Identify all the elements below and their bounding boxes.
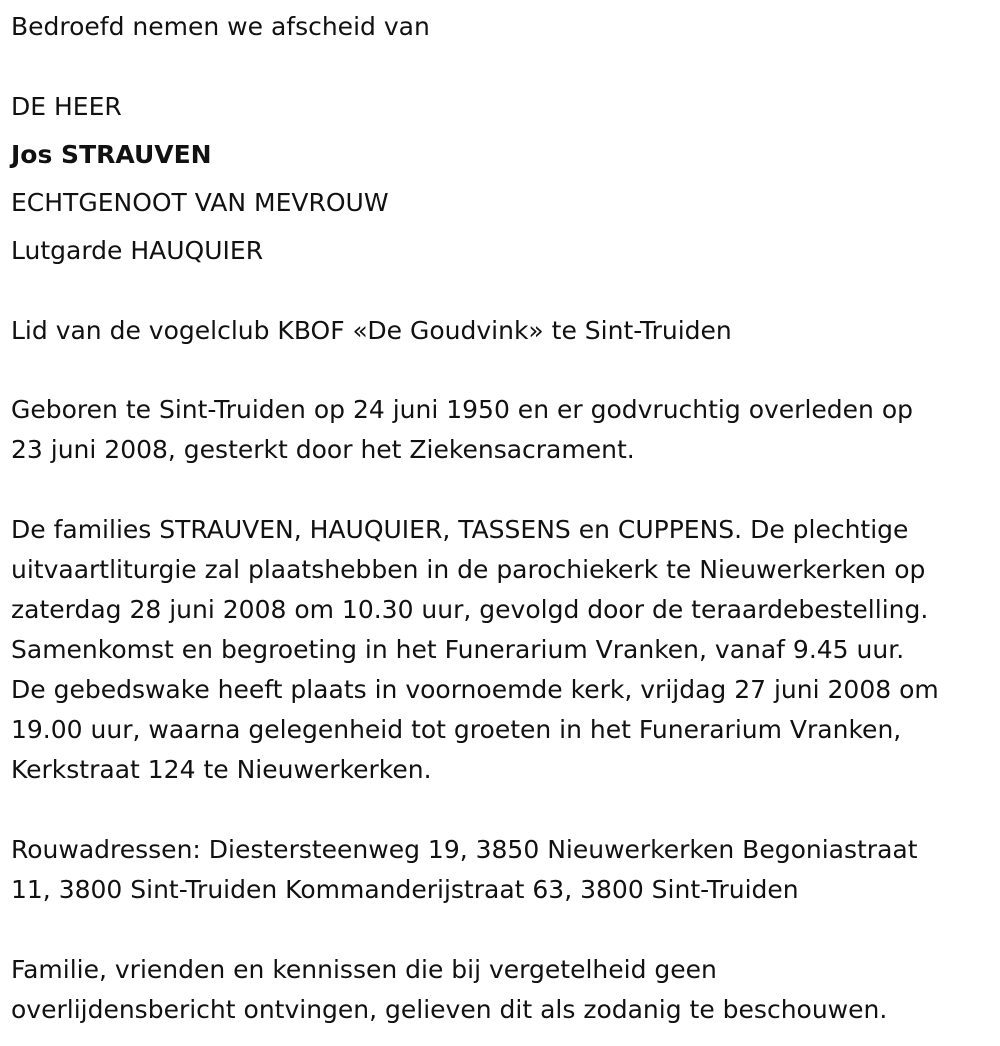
deceased-name: Jos STRAUVEN — [11, 140, 212, 169]
intro-text: Bedroefd nemen we afscheid van — [11, 12, 430, 41]
paragraph-line: zaterdag 28 juni 2008 om 10.30 uur, gevolgd door de teraardebestelling. — [11, 595, 929, 624]
paragraph-line: Kerkstraat 124 te Nieuwerkerken. — [11, 755, 432, 784]
paragraph-line: uitvaartliturgie zal plaatshebben in de parochiekerk te Nieuwerkerken op — [11, 555, 926, 584]
mourning-addresses-paragraph — [11, 830, 996, 910]
paragraph-line: Samenkomst en begroeting in het Funerarium Vranken, vanaf 9.45 uur. — [11, 635, 905, 664]
birth-death-paragraph — [11, 390, 996, 470]
spouse-label: ECHTGENOOT VAN MEVROUW — [11, 188, 389, 217]
paragraph-line: Familie, vrienden en kennissen die bij vergetelheid geen — [11, 955, 717, 984]
honorific-title: DE HEER — [11, 92, 122, 121]
paragraph-line: De families STRAUVEN, HAUQUIER, TASSENS en CUPPENS. De plechtige — [11, 515, 909, 544]
paragraph-line: overlijdensbericht ontvingen, gelieven dit als zodanig te beschouwen. — [11, 995, 888, 1024]
club-membership: Lid van de vogelclub KBOF «De Goudvink» te Sint-Truiden — [11, 316, 732, 345]
funeral-paragraph — [11, 510, 996, 790]
paragraph-line: De gebedswake heeft plaats in voornoemde kerk, vrijdag 27 juni 2008 om — [11, 675, 939, 704]
paragraph-line: 11, 3800 Sint-Truiden Kommanderijstraat 63, 3800 Sint-Truiden — [11, 875, 799, 904]
paragraph-line: 19.00 uur, waarna gelegenheid tot groeten in het Funerarium Vranken, — [11, 715, 902, 744]
paragraph-line: Rouwadressen: Diestersteenweg 19, 3850 Nieuwerkerken Begoniastraat — [11, 835, 918, 864]
paragraph-line: 23 juni 2008, gesterkt door het Ziekensacrament. — [11, 435, 635, 464]
paragraph-line: Geboren te Sint-Truiden op 24 juni 1950 en er godvruchtig overleden op — [11, 395, 913, 424]
spouse-name: Lutgarde HAUQUIER — [11, 236, 264, 265]
closing-paragraph — [11, 950, 996, 1030]
